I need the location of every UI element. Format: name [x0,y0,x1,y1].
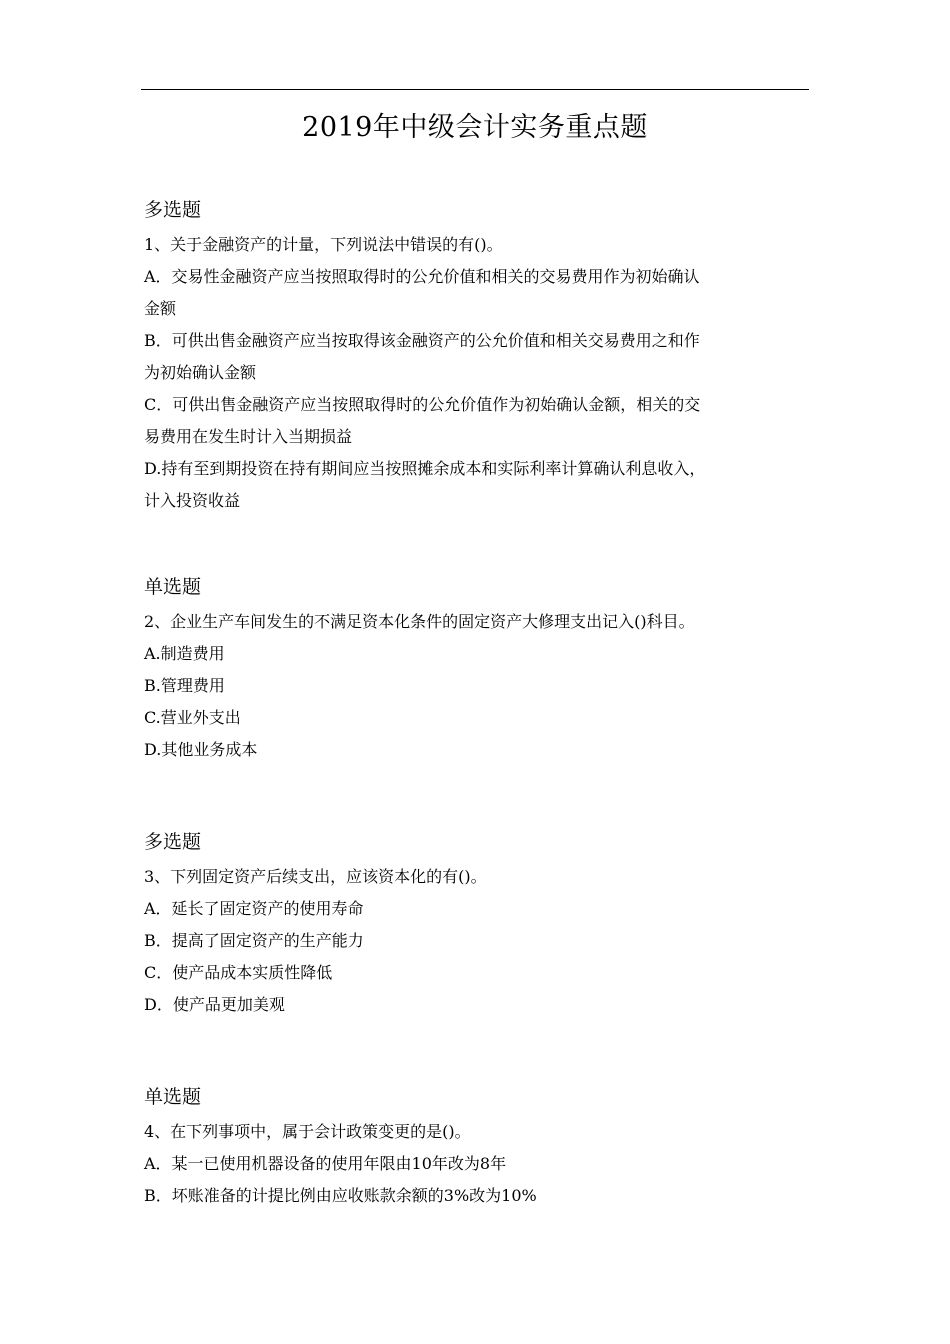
question-stem: 1、关于金融资产的计量，下列说法中错误的有()。 [144,235,503,254]
question-4 [144,1083,812,1212]
option-b: B.管理费用 [144,676,225,695]
option-b-continued: 为初始确认金额 [144,363,257,382]
question-type-label: 单选题 [144,576,202,598]
option-c: C．可供出售金融资产应当按照取得时的公允价值作为初始确认金额，相关的交 [144,395,701,414]
option-b: B．坏账准备的计提比例由应收账款余额的3%改为10% [144,1186,537,1205]
option-d: D.其他业务成本 [144,740,258,759]
option-d-continued: 计入投资收益 [144,491,241,510]
question-stem: 2、企业生产车间发生的不满足资本化条件的固定资产大修理支出记入()科目。 [144,612,695,631]
option-a: A．交易性金融资产应当按照取得时的公允价值和相关的交易费用作为初始确认 [144,267,700,286]
option-c-continued: 易费用在发生时计入当期损益 [144,427,353,446]
question-stem: 4、在下列事项中，属于会计政策变更的是()。 [144,1122,471,1141]
option-b: B．提高了固定资产的生产能力 [144,931,364,950]
option-a: A．某一已使用机器设备的使用年限由10年改为8年 [144,1154,507,1173]
option-d: D．使产品更加美观 [144,995,285,1014]
option-c: C.营业外支出 [144,708,241,727]
option-d: D.持有至到期投资在持有期间应当按照摊余成本和实际利率计算确认利息收入， [144,459,706,478]
question-spacer [144,766,812,828]
header-rule [141,89,809,90]
option-a: A.制造费用 [144,644,225,663]
question-spacer [144,1021,812,1083]
question-type-label: 单选题 [144,1086,202,1108]
question-list [144,196,812,1212]
question-stem: 3、下列固定资产后续支出，应该资本化的有()。 [144,867,487,886]
question-spacer [144,517,812,573]
question-2 [144,573,812,766]
question-3 [144,828,812,1021]
question-type-label: 多选题 [144,199,202,221]
option-a: A．延长了固定资产的使用寿命 [144,899,364,918]
option-a-continued: 金额 [144,299,177,318]
option-b: B．可供出售金融资产应当按取得该金融资产的公允价值和相关交易费用之和作 [144,331,700,350]
option-c: C．使产品成本实质性降低 [144,963,333,982]
question-type-label: 多选题 [144,831,202,853]
question-1 [144,196,812,517]
document-title: 2019年中级会计实务重点题 [302,112,648,143]
